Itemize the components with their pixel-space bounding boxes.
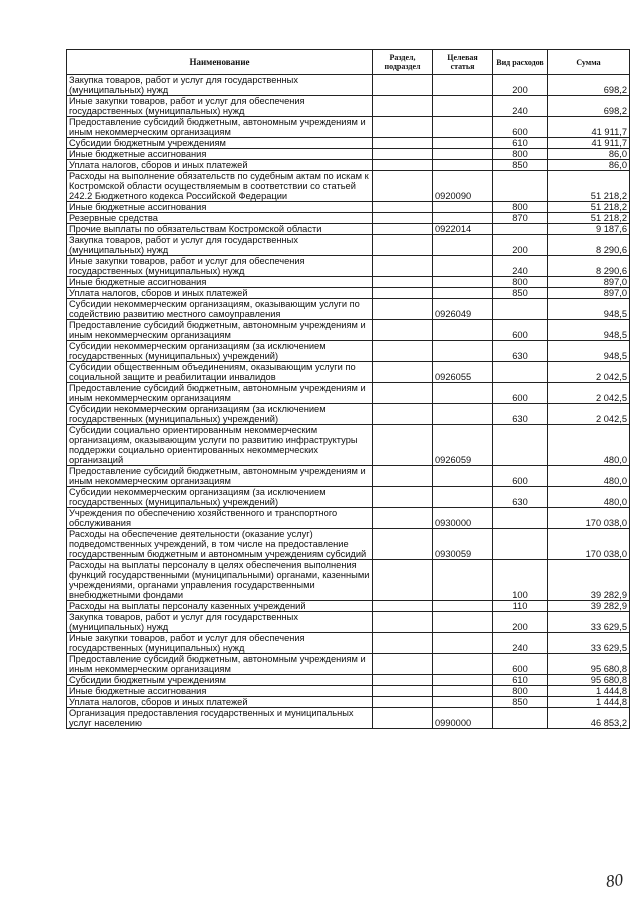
- table-row: [67, 320, 630, 341]
- table-row: [67, 633, 630, 654]
- row-section: [373, 213, 433, 224]
- table-row: [67, 383, 630, 404]
- row-kind: 610: [493, 138, 548, 149]
- row-kind: 600: [493, 466, 548, 487]
- table-row: [67, 96, 630, 117]
- row-kind: [493, 508, 548, 529]
- table-row: [67, 235, 630, 256]
- row-target: [433, 466, 493, 487]
- row-kind: 800: [493, 277, 548, 288]
- row-target: [433, 117, 493, 138]
- row-section: [373, 299, 433, 320]
- row-kind: [493, 299, 548, 320]
- table-row: [67, 277, 630, 288]
- row-name: Расходы на выполнение обязательств по судебным актам по искам к Костромской области осуществляемым в соответствии со статьей 242.2 Бюджетного кодекса Российской Федерации: [67, 171, 373, 202]
- row-kind: 850: [493, 160, 548, 171]
- page-number: 80: [604, 869, 625, 892]
- row-name: Иные бюджетные ассигнования: [67, 686, 373, 697]
- row-name: Уплата налогов, сборов и иных платежей: [67, 160, 373, 171]
- row-section: [373, 508, 433, 529]
- row-section: [373, 466, 433, 487]
- table-row: [67, 425, 630, 466]
- row-target: [433, 487, 493, 508]
- row-name: Закупка товаров, работ и услуг для государственных (муниципальных) нужд: [67, 612, 373, 633]
- row-sum: 95 680,8: [548, 675, 630, 686]
- table-row: [67, 117, 630, 138]
- row-kind: 630: [493, 404, 548, 425]
- row-kind: [493, 708, 548, 729]
- row-target: [433, 612, 493, 633]
- row-sum: 698,2: [548, 75, 630, 96]
- row-target: 0920090: [433, 171, 493, 202]
- row-target: [433, 601, 493, 612]
- row-sum: 9 187,6: [548, 224, 630, 235]
- row-sum: 480,0: [548, 466, 630, 487]
- table-row: [67, 224, 630, 235]
- row-sum: 897,0: [548, 277, 630, 288]
- row-target: [433, 96, 493, 117]
- header-sum: Сумма: [548, 50, 630, 75]
- row-kind: 240: [493, 633, 548, 654]
- row-section: [373, 235, 433, 256]
- table-row: [67, 362, 630, 383]
- row-sum: 86,0: [548, 160, 630, 171]
- row-kind: 240: [493, 256, 548, 277]
- row-kind: 200: [493, 75, 548, 96]
- row-section: [373, 224, 433, 235]
- row-name: Резервные средства: [67, 213, 373, 224]
- row-sum: 170 038,0: [548, 529, 630, 560]
- row-name: Закупка товаров, работ и услуг для государственных (муниципальных) нужд: [67, 75, 373, 96]
- row-section: [373, 708, 433, 729]
- row-target: [433, 697, 493, 708]
- row-section: [373, 256, 433, 277]
- row-sum: 8 290,6: [548, 235, 630, 256]
- row-section: [373, 675, 433, 686]
- row-target: 0926049: [433, 299, 493, 320]
- row-target: 0930000: [433, 508, 493, 529]
- row-sum: 51 218,2: [548, 213, 630, 224]
- row-target: [433, 235, 493, 256]
- row-name: Уплата налогов, сборов и иных платежей: [67, 697, 373, 708]
- row-kind: 870: [493, 213, 548, 224]
- table-row: [67, 487, 630, 508]
- row-section: [373, 686, 433, 697]
- row-sum: 41 911,7: [548, 138, 630, 149]
- table-row: [67, 697, 630, 708]
- row-section: [373, 560, 433, 601]
- row-section: [373, 529, 433, 560]
- row-kind: [493, 362, 548, 383]
- row-target: [433, 138, 493, 149]
- row-target: [433, 675, 493, 686]
- row-name: Иные закупки товаров, работ и услуг для обеспечения государственных (муниципальных) нужд: [67, 96, 373, 117]
- row-target: 0990000: [433, 708, 493, 729]
- row-name: Предоставление субсидий бюджетным, автономным учреждениям и иным некоммерческим организациям: [67, 466, 373, 487]
- row-name: Иные бюджетные ассигнования: [67, 277, 373, 288]
- row-section: [373, 117, 433, 138]
- row-target: [433, 654, 493, 675]
- table-row: [67, 149, 630, 160]
- row-sum: 51 218,2: [548, 202, 630, 213]
- row-section: [373, 633, 433, 654]
- row-sum: 480,0: [548, 425, 630, 466]
- row-section: [373, 383, 433, 404]
- row-sum: 8 290,6: [548, 256, 630, 277]
- row-sum: 33 629,5: [548, 633, 630, 654]
- table-row: [67, 466, 630, 487]
- row-section: [373, 75, 433, 96]
- row-name: Иные закупки товаров, работ и услуг для обеспечения государственных (муниципальных) нужд: [67, 256, 373, 277]
- row-sum: 2 042,5: [548, 383, 630, 404]
- row-sum: 698,2: [548, 96, 630, 117]
- row-kind: 610: [493, 675, 548, 686]
- table-row: [67, 288, 630, 299]
- row-name: Субсидии бюджетным учреждениям: [67, 138, 373, 149]
- row-target: 0922014: [433, 224, 493, 235]
- table-row: [67, 299, 630, 320]
- row-sum: 51 218,2: [548, 171, 630, 202]
- row-name: Иные закупки товаров, работ и услуг для обеспечения государственных (муниципальных) нужд: [67, 633, 373, 654]
- row-target: 0926059: [433, 425, 493, 466]
- table-row: [67, 341, 630, 362]
- row-target: [433, 149, 493, 160]
- row-target: 0926055: [433, 362, 493, 383]
- row-name: Иные бюджетные ассигнования: [67, 149, 373, 160]
- row-kind: 630: [493, 341, 548, 362]
- row-kind: 800: [493, 202, 548, 213]
- row-target: [433, 202, 493, 213]
- row-name: Субсидии некоммерческим организациям (за исключением государственных (муниципальных) учреждений): [67, 487, 373, 508]
- table-row: [67, 256, 630, 277]
- row-name: Закупка товаров, работ и услуг для государственных (муниципальных) нужд: [67, 235, 373, 256]
- row-section: [373, 612, 433, 633]
- row-name: Организация предоставления государственных и муниципальных услуг населению: [67, 708, 373, 729]
- row-kind: 110: [493, 601, 548, 612]
- row-name: Субсидии общественным объединениям, оказывающим услуги по социальной защите и реабилитации инвалидов: [67, 362, 373, 383]
- budget-sheet: [66, 49, 629, 729]
- row-section: [373, 404, 433, 425]
- row-section: [373, 277, 433, 288]
- table-row: [67, 560, 630, 601]
- row-sum: 95 680,8: [548, 654, 630, 675]
- row-sum: 480,0: [548, 487, 630, 508]
- table-row: [67, 508, 630, 529]
- row-target: [433, 277, 493, 288]
- row-name: Расходы на обеспечение деятельности (оказание услуг) подведомственных учреждений, в том числе на предоставление государственным бюджетным и автономным учреждениям субсидий: [67, 529, 373, 560]
- row-section: [373, 362, 433, 383]
- row-target: [433, 256, 493, 277]
- row-kind: 240: [493, 96, 548, 117]
- table-row: [67, 654, 630, 675]
- table-row: [67, 75, 630, 96]
- row-section: [373, 697, 433, 708]
- row-name: Расходы на выплаты персоналу в целях обеспечения выполнения функций государственными (муниципальными) органами, казенными учреждениями, органами управления государственными внебюджетными фондами: [67, 560, 373, 601]
- row-target: [433, 75, 493, 96]
- header-section: Раздел, подраздел: [373, 50, 433, 75]
- header-kind: Вид расходов: [493, 50, 548, 75]
- row-name: Уплата налогов, сборов и иных платежей: [67, 288, 373, 299]
- row-section: [373, 320, 433, 341]
- row-kind: 630: [493, 487, 548, 508]
- table-row: [67, 171, 630, 202]
- row-name: Предоставление субсидий бюджетным, автономным учреждениям и иным некоммерческим организациям: [67, 383, 373, 404]
- header-target: Целевая статья: [433, 50, 493, 75]
- row-section: [373, 202, 433, 213]
- row-section: [373, 487, 433, 508]
- table-row: [67, 404, 630, 425]
- row-section: [373, 149, 433, 160]
- table-row: [67, 138, 630, 149]
- table-row: [67, 708, 630, 729]
- row-target: [433, 686, 493, 697]
- row-sum: 948,5: [548, 341, 630, 362]
- row-sum: 948,5: [548, 299, 630, 320]
- row-sum: 2 042,5: [548, 404, 630, 425]
- row-kind: [493, 171, 548, 202]
- row-kind: 600: [493, 320, 548, 341]
- row-section: [373, 601, 433, 612]
- row-kind: 850: [493, 697, 548, 708]
- row-kind: 200: [493, 612, 548, 633]
- row-target: [433, 160, 493, 171]
- row-kind: 850: [493, 288, 548, 299]
- row-kind: 800: [493, 149, 548, 160]
- row-kind: 100: [493, 560, 548, 601]
- row-target: [433, 383, 493, 404]
- row-kind: 200: [493, 235, 548, 256]
- row-kind: 600: [493, 117, 548, 138]
- table-row: [67, 202, 630, 213]
- row-sum: 46 853,2: [548, 708, 630, 729]
- row-name: Субсидии некоммерческим организациям, оказывающим услуги по содействию развитию местного самоуправления: [67, 299, 373, 320]
- row-sum: 948,5: [548, 320, 630, 341]
- row-name: Предоставление субсидий бюджетным, автономным учреждениям и иным некоммерческим организациям: [67, 320, 373, 341]
- row-target: 0930059: [433, 529, 493, 560]
- table-row: [67, 675, 630, 686]
- table-row: [67, 601, 630, 612]
- row-name: Предоставление субсидий бюджетным, автономным учреждениям и иным некоммерческим организациям: [67, 654, 373, 675]
- row-target: [433, 320, 493, 341]
- table-row: [67, 686, 630, 697]
- row-sum: 170 038,0: [548, 508, 630, 529]
- table-row: [67, 612, 630, 633]
- row-sum: 39 282,9: [548, 560, 630, 601]
- row-target: [433, 288, 493, 299]
- row-sum: 897,0: [548, 288, 630, 299]
- row-section: [373, 96, 433, 117]
- row-sum: 33 629,5: [548, 612, 630, 633]
- row-target: [433, 404, 493, 425]
- header-row: [67, 50, 630, 75]
- row-kind: 600: [493, 383, 548, 404]
- row-name: Иные бюджетные ассигнования: [67, 202, 373, 213]
- row-kind: 800: [493, 686, 548, 697]
- row-section: [373, 171, 433, 202]
- table-row: [67, 213, 630, 224]
- row-name: Субсидии бюджетным учреждениям: [67, 675, 373, 686]
- row-sum: 1 444,8: [548, 686, 630, 697]
- row-target: [433, 560, 493, 601]
- table-row: [67, 160, 630, 171]
- row-sum: 41 911,7: [548, 117, 630, 138]
- row-name: Прочие выплаты по обязательствам Костромской области: [67, 224, 373, 235]
- row-section: [373, 425, 433, 466]
- row-name: Субсидии некоммерческим организациям (за исключением государственных (муниципальных) учреждений): [67, 404, 373, 425]
- row-section: [373, 341, 433, 362]
- header-name: Наименование: [67, 50, 373, 75]
- row-section: [373, 288, 433, 299]
- row-name: Расходы на выплаты персоналу казенных учреждений: [67, 601, 373, 612]
- row-section: [373, 654, 433, 675]
- row-target: [433, 633, 493, 654]
- row-sum: 2 042,5: [548, 362, 630, 383]
- budget-table: [66, 49, 630, 729]
- row-name: Субсидии социально ориентированным некоммерческим организациям, оказывающим услуги по развитию инфраструктуры поддержки социально ориентированных некоммерческих организаций: [67, 425, 373, 466]
- row-target: [433, 341, 493, 362]
- row-name: Субсидии некоммерческим организациям (за исключением государственных (муниципальных) учреждений): [67, 341, 373, 362]
- row-kind: [493, 529, 548, 560]
- row-sum: 1 444,8: [548, 697, 630, 708]
- row-sum: 86,0: [548, 149, 630, 160]
- row-section: [373, 160, 433, 171]
- row-section: [373, 138, 433, 149]
- row-name: Учреждения по обеспечению хозяйственного и транспортного обслуживания: [67, 508, 373, 529]
- row-kind: [493, 425, 548, 466]
- row-kind: [493, 224, 548, 235]
- row-sum: 39 282,9: [548, 601, 630, 612]
- table-body: [67, 75, 630, 729]
- row-name: Предоставление субсидий бюджетным, автономным учреждениям и иным некоммерческим организациям: [67, 117, 373, 138]
- row-target: [433, 213, 493, 224]
- row-kind: 600: [493, 654, 548, 675]
- table-row: [67, 529, 630, 560]
